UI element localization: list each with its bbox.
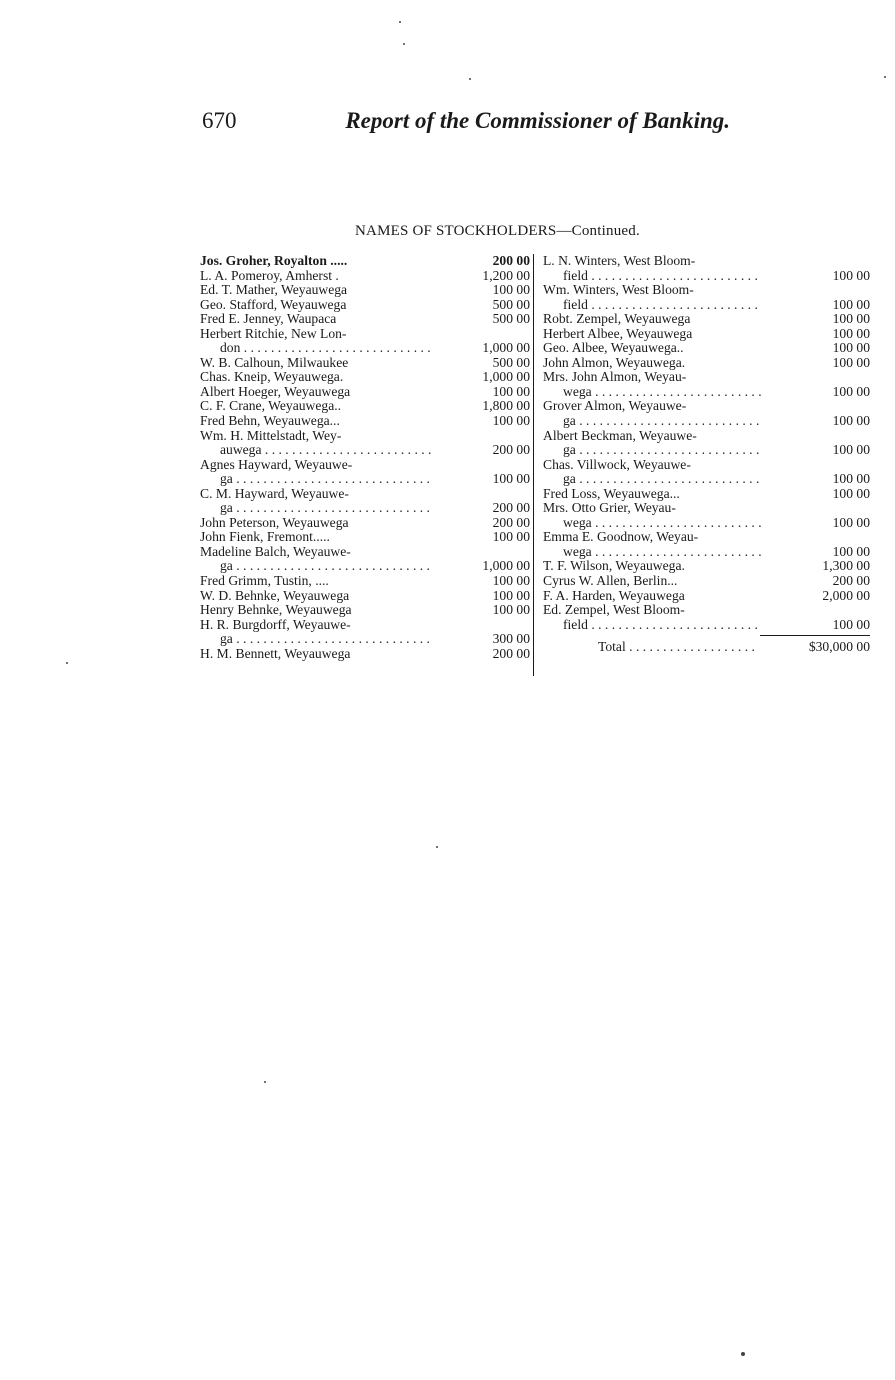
stockholder-row (200, 487, 530, 502)
stockholder-name: Mrs. Otto Grier, Weyau- (543, 501, 676, 516)
stock-amount: 100 00 (492, 282, 530, 298)
stockholder-name: John Fienk, Fremont..... (200, 530, 330, 545)
stockholder-row (200, 472, 530, 487)
stock-amount: 100 00 (832, 354, 870, 370)
stockholder-name: H. R. Burgdorff, Weyauwe- (200, 617, 351, 632)
stock-amount: 100 00 (832, 325, 870, 341)
stockholder-name: Fred Behn, Weyauwega... (200, 414, 340, 429)
stockholder-row (200, 516, 530, 531)
stockholder-name: Grover Almon, Weyauwe- (543, 399, 687, 414)
stock-amount: 1,000 00 (482, 369, 530, 385)
stockholder-row (543, 516, 870, 531)
running-title: Report of the Commissioner of Banking. (345, 108, 730, 133)
stockholder-row (543, 603, 870, 618)
stock-amount: 100 00 (832, 485, 870, 501)
stock-amount: 100 00 (492, 573, 530, 589)
stockholder-row (543, 574, 870, 589)
scan-speck (741, 1352, 745, 1356)
stockholder-row (200, 356, 530, 371)
stockholder-row (200, 530, 530, 545)
stockholder-name: Jos. Groher, Royalton ..... (200, 254, 348, 268)
stockholder-name: Chas. Villwock, Weyauwe- (543, 457, 691, 472)
scan-speck (403, 43, 405, 45)
stock-amount: 200 00 (492, 514, 530, 530)
stockholder-name: Mrs. John Almon, Weyau- (543, 370, 687, 385)
scan-speck (469, 78, 471, 80)
stockholder-name: Geo. Stafford, Weyauwega (200, 297, 347, 312)
total-amount: $30,000 00 (808, 639, 870, 655)
stockholder-name: field . . . (563, 298, 761, 313)
stockholder-row (543, 530, 870, 545)
stockholder-name: L. N. Winters, West Bloom- (543, 254, 696, 268)
stock-amount: 100 00 (832, 267, 870, 283)
stock-amount: 2,000 00 (822, 587, 870, 603)
stockholder-name: Cyrus W. Allen, Berlin... (543, 574, 678, 589)
stockholder-row (200, 298, 530, 313)
stock-amount: 100 00 (832, 311, 870, 327)
stockholder-row (543, 501, 870, 516)
stock-amount: 200 00 (832, 573, 870, 589)
stockholder-row (200, 458, 530, 473)
stockholder-list-right (543, 254, 870, 655)
stockholder-name: Herbert Albee, Weyauwega (543, 326, 693, 341)
scan-speck (66, 662, 68, 664)
stockholder-name: Emma E. Goodnow, Weyau- (543, 530, 699, 545)
stock-amount: 100 00 (832, 543, 870, 559)
stockholder-name: John Peterson, Weyauwega (200, 515, 349, 530)
stock-amount: 100 00 (832, 340, 870, 356)
stockholder-row (543, 472, 870, 487)
section-title: NAMES OF STOCKHOLDERS—Continued. (355, 223, 640, 239)
stockholder-row (543, 341, 870, 356)
stockholder-name: T. F. Wilson, Weyauwega. (543, 559, 685, 574)
stockholder-row (200, 254, 530, 269)
stock-amount: 100 00 (492, 587, 530, 603)
stockholder-name: wega . . . (563, 516, 761, 531)
stockholder-row (543, 443, 870, 458)
stock-amount: 200 00 (492, 645, 530, 661)
stockholder-row (200, 603, 530, 618)
page-number: 670 (202, 108, 237, 133)
stockholder-row (543, 399, 870, 414)
stockholder-row (543, 327, 870, 342)
stockholder-row (543, 370, 870, 385)
stockholder-name: C. F. Crane, Weyauwega.. (200, 399, 342, 414)
stock-amount: 100 00 (832, 413, 870, 429)
scan-speck (399, 21, 401, 23)
stock-amount: 300 00 (492, 631, 530, 647)
stockholder-name: wega . . . (563, 545, 761, 560)
total-label: Total . . . (598, 640, 756, 655)
stockholder-row (543, 487, 870, 502)
stockholder-row (200, 370, 530, 385)
stock-amount: 500 00 (492, 354, 530, 370)
stockholder-row (543, 559, 870, 574)
stockholder-name: don . . . (220, 341, 432, 356)
stockholder-name: field . . . (563, 269, 761, 284)
stockholder-name: W. D. Behnke, Weyauwega (200, 588, 350, 603)
stockholder-name: W. B. Calhoun, Milwaukee (200, 355, 349, 370)
stock-amount: 200 00 (492, 500, 530, 516)
stockholder-row (543, 545, 870, 560)
stock-amount: 1,300 00 (822, 558, 870, 574)
stockholder-name: L. A. Pomeroy, Amherst . (200, 268, 339, 283)
scan-speck (884, 76, 886, 78)
stockholder-row (200, 589, 530, 604)
stockholder-name: Fred E. Jenney, Waupaca (200, 312, 337, 327)
stockholder-row (200, 283, 530, 298)
stockholder-name: ga . . . (563, 443, 761, 458)
stockholder-row (543, 283, 870, 298)
stockholder-row (543, 618, 870, 633)
stockholder-row (200, 414, 530, 429)
stockholder-name: ga . . . (220, 559, 432, 574)
stockholder-row (200, 545, 530, 560)
stockholder-row (200, 632, 530, 647)
stockholder-name: Albert Hoeger, Weyauwega (200, 384, 351, 399)
stockholder-row (543, 429, 870, 444)
stockholder-name: John Almon, Weyauwega. (543, 355, 686, 370)
scan-speck (436, 846, 438, 848)
stock-amount: 100 00 (832, 383, 870, 399)
scan-speck (264, 1081, 266, 1083)
total-rule (760, 635, 870, 636)
stock-amount: 500 00 (492, 311, 530, 327)
stockholder-row (200, 429, 530, 444)
stock-amount: 100 00 (492, 383, 530, 399)
stockholder-row (200, 312, 530, 327)
stockholder-row (543, 298, 870, 313)
stock-amount: 100 00 (832, 514, 870, 530)
stockholder-name: H. M. Bennett, Weyauwega (200, 646, 351, 661)
stock-amount: 200 00 (492, 253, 530, 268)
total-row (543, 640, 870, 655)
stockholder-row (543, 254, 870, 269)
stock-amount: 100 00 (492, 602, 530, 618)
stockholder-name: Agnes Hayward, Weyauwe- (200, 457, 353, 472)
stockholder-name: auwega . . . (220, 443, 432, 458)
stockholder-name: Robt. Zempel, Weyauwega (543, 312, 691, 327)
stockholder-row (200, 385, 530, 400)
stockholder-name: C. M. Hayward, Weyauwe- (200, 486, 349, 501)
stockholder-row (200, 559, 530, 574)
stock-amount: 1,200 00 (482, 267, 530, 283)
stockholder-row (543, 589, 870, 604)
stockholder-name: Ed. Zempel, West Bloom- (543, 603, 685, 618)
page-header (202, 108, 730, 142)
stockholder-row (200, 574, 530, 589)
stock-amount: 500 00 (492, 296, 530, 312)
stock-amount: 100 00 (832, 616, 870, 632)
stockholder-name: wega . . . (563, 385, 761, 400)
stockholder-name: Fred Grimm, Tustin, .... (200, 574, 329, 589)
stockholder-name: Geo. Albee, Weyauwega.. (543, 341, 684, 356)
stock-amount: 100 00 (492, 529, 530, 545)
stockholder-name: ga . . . (220, 501, 432, 516)
stockholder-row (543, 269, 870, 284)
stockholder-name: F. A. Harden, Weyauwega (543, 588, 685, 603)
stockholder-name: Wm. H. Mittelstadt, Wey- (200, 428, 342, 443)
stockholder-row (543, 414, 870, 429)
stockholder-row (200, 269, 530, 284)
stockholder-row (200, 647, 530, 662)
stockholder-name: Fred Loss, Weyauwega... (543, 486, 680, 501)
stockholder-name: Albert Beckman, Weyauwe- (543, 428, 697, 443)
stockholder-row (200, 327, 530, 342)
stock-amount: 100 00 (492, 413, 530, 429)
stock-amount: 100 00 (832, 296, 870, 312)
stockholder-row (543, 312, 870, 327)
stockholder-row (200, 399, 530, 414)
stockholder-row (543, 458, 870, 473)
stock-amount: 100 00 (832, 471, 870, 487)
column-divider (533, 254, 534, 676)
stock-amount: 1,000 00 (482, 558, 530, 574)
stock-amount: 100 00 (832, 442, 870, 458)
stockholder-name: Chas. Kneip, Weyauwega. (200, 370, 344, 385)
stock-amount: 100 00 (492, 471, 530, 487)
stockholder-name: ga . . . (563, 472, 761, 487)
stockholder-row (200, 341, 530, 356)
stockholder-row (200, 501, 530, 516)
stockholder-name: Wm. Winters, West Bloom- (543, 283, 694, 298)
stock-amount: 200 00 (492, 442, 530, 458)
stockholder-row (200, 618, 530, 633)
stockholder-row (200, 443, 530, 458)
stockholder-name: ga . . . (563, 414, 761, 429)
stockholder-row (543, 356, 870, 371)
stockholder-row (543, 385, 870, 400)
stockholder-name: Henry Behnke, Weyauwega (200, 603, 352, 618)
stock-amount: 1,800 00 (482, 398, 530, 414)
stock-amount: 1,000 00 (482, 340, 530, 356)
stockholder-name: Herbert Ritchie, New Lon- (200, 326, 347, 341)
stockholder-name: ga . . . (220, 632, 432, 647)
stockholder-name: ga . . . (220, 472, 432, 487)
stockholder-list-left (200, 254, 530, 661)
stockholder-name: Ed. T. Mather, Weyauwega (200, 283, 348, 298)
stockholder-name: field . . . (563, 618, 761, 633)
stockholder-name: Madeline Balch, Weyauwe- (200, 544, 351, 559)
